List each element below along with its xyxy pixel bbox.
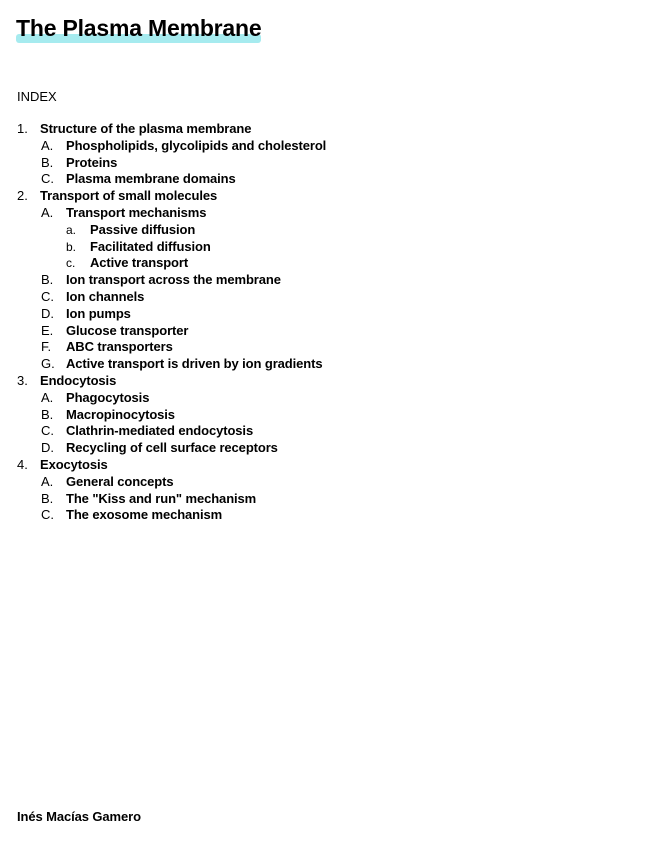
toc-item-marker: c. xyxy=(66,256,76,271)
toc-item-level-2 xyxy=(17,323,326,340)
toc-item-level-2 xyxy=(17,390,326,407)
toc-item-marker: D. xyxy=(41,305,54,321)
toc-item-level-2 xyxy=(17,339,326,356)
toc-item-text: Exocytosis xyxy=(40,456,108,472)
toc-item-text: Ion transport across the membrane xyxy=(66,272,281,288)
toc-item-text: Phospholipids, glycolipids and cholesterol xyxy=(66,137,327,153)
toc-item-text: Active transport xyxy=(90,255,189,271)
toc-item-level-2 xyxy=(17,306,326,323)
toc-item-text: Phagocytosis xyxy=(66,389,150,405)
toc-item-text: Transport of small molecules xyxy=(40,188,218,204)
toc-item-marker: B. xyxy=(41,154,54,170)
toc-item-level-3 xyxy=(17,222,326,239)
toc-item-level-2 xyxy=(17,356,326,373)
toc-item-level-1 xyxy=(17,188,326,205)
toc-item-text: Active transport is driven by ion gradients xyxy=(66,356,323,372)
toc-item-level-2 xyxy=(17,171,326,188)
toc-item-text: General concepts xyxy=(66,473,174,489)
toc-item-level-2 xyxy=(17,423,326,440)
toc-item-level-2 xyxy=(17,272,326,289)
toc-item-text: Endocytosis xyxy=(40,372,117,388)
toc-item-level-2 xyxy=(17,138,326,155)
toc-item-text: Recycling of cell surface receptors xyxy=(66,440,278,456)
toc-item-text: Ion pumps xyxy=(66,305,131,321)
toc-item-level-2 xyxy=(17,474,326,491)
toc-item-level-2 xyxy=(17,507,326,524)
toc-item-marker: a. xyxy=(66,222,77,237)
toc-item-text: Macropinocytosis xyxy=(66,406,175,422)
toc-item-marker: b. xyxy=(66,239,77,254)
toc-item-marker: 1. xyxy=(17,121,28,136)
author-name: Inés Macías Gamero xyxy=(17,809,141,824)
toc-item-text: Clathrin-mediated endocytosis xyxy=(66,423,254,439)
toc-item-level-1 xyxy=(17,373,326,390)
toc-item-marker: 4. xyxy=(17,456,28,472)
toc-item-level-3 xyxy=(17,255,326,272)
toc-item-level-1 xyxy=(17,121,326,138)
toc-item-level-3 xyxy=(17,239,326,256)
toc-item-marker: A. xyxy=(41,473,54,489)
toc-item-text: The exosome mechanism xyxy=(66,507,223,523)
toc-item-level-2 xyxy=(17,440,326,457)
toc-item-marker: B. xyxy=(41,490,54,506)
toc-item-marker: C. xyxy=(41,288,54,304)
page-title: The Plasma Membrane xyxy=(16,15,262,41)
toc-item-text: Proteins xyxy=(66,154,118,170)
toc-item-level-2 xyxy=(17,155,326,172)
toc-item-text: Transport mechanisms xyxy=(66,204,207,220)
toc-item-level-2 xyxy=(17,407,326,424)
toc-item-marker: B. xyxy=(41,272,54,288)
title-block xyxy=(16,14,261,42)
toc-item-text: Facilitated diffusion xyxy=(90,238,211,254)
toc-item-marker: 2. xyxy=(17,188,28,204)
toc-item-level-2 xyxy=(17,205,326,222)
toc-item-marker: A. xyxy=(41,389,54,405)
toc-item-text: Structure of the plasma membrane xyxy=(40,121,252,136)
toc-item-text: Ion channels xyxy=(66,288,145,304)
toc-item-marker: C. xyxy=(41,171,54,187)
toc-item-marker: A. xyxy=(41,204,54,220)
toc-item-text: The "Kiss and run" mechanism xyxy=(66,490,257,506)
toc-item-text: Plasma membrane domains xyxy=(66,171,236,187)
toc-item-marker: A. xyxy=(41,137,54,153)
index-heading: INDEX xyxy=(17,89,57,104)
toc-item-marker: D. xyxy=(41,440,54,456)
toc-item-marker: C. xyxy=(41,423,54,439)
toc-item-level-2 xyxy=(17,491,326,508)
toc-item-marker: F. xyxy=(41,339,52,355)
toc-item-level-2 xyxy=(17,289,326,306)
toc-item-text: ABC transporters xyxy=(66,339,173,355)
toc-item-marker: C. xyxy=(41,507,54,523)
toc-item-level-1 xyxy=(17,457,326,474)
toc-item-marker: B. xyxy=(41,406,54,422)
toc-item-text: Glucose transporter xyxy=(66,322,189,338)
toc-item-marker: E. xyxy=(41,322,54,338)
table-of-contents xyxy=(17,121,326,524)
toc-item-marker: 3. xyxy=(17,372,28,388)
toc-item-marker: G. xyxy=(41,356,55,372)
toc-item-text: Passive diffusion xyxy=(90,221,196,237)
